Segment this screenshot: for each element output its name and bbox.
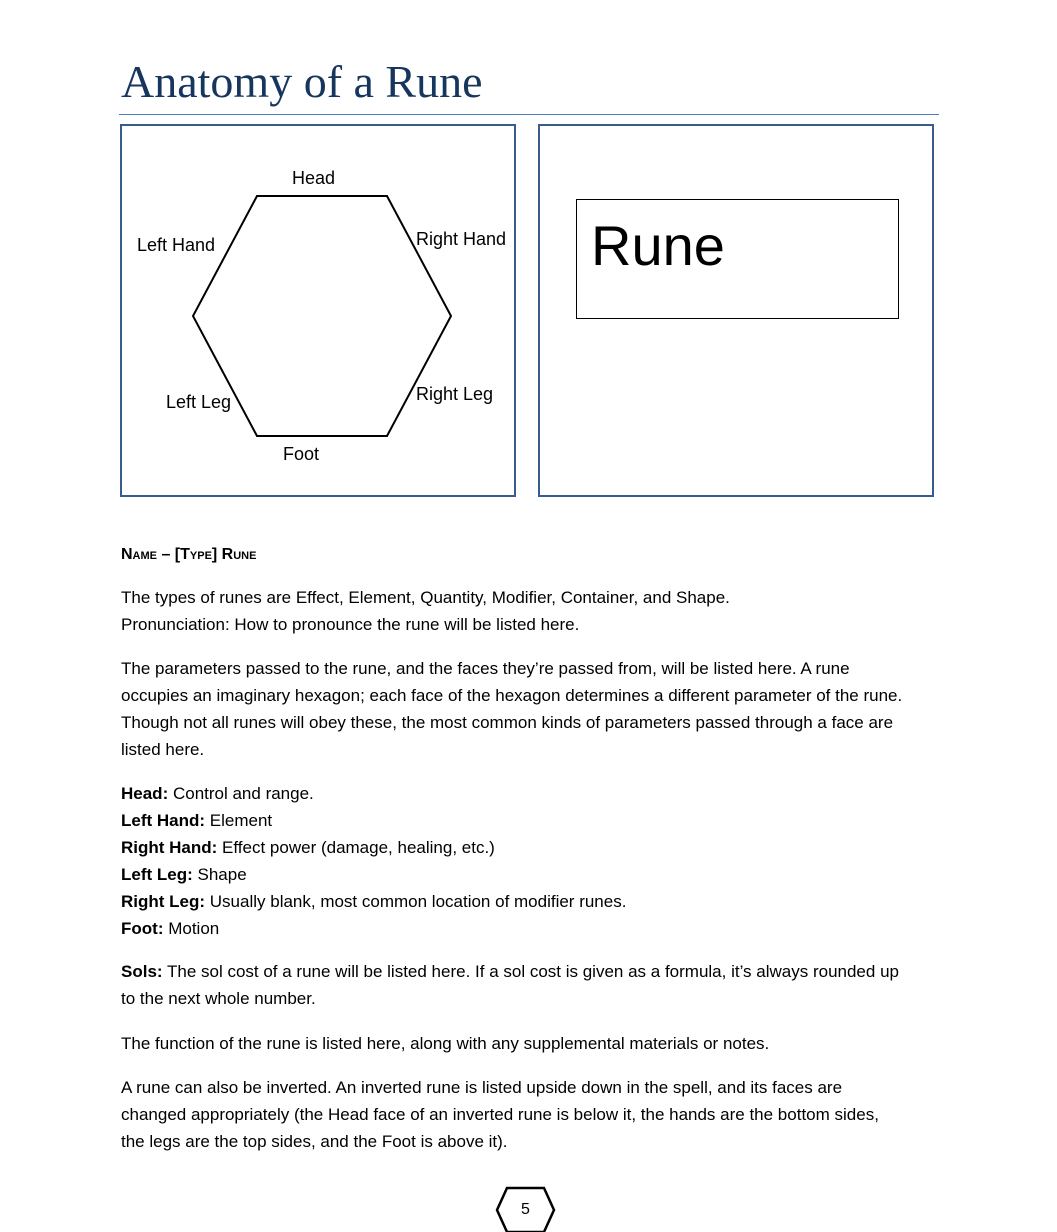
definition-text: Usually blank, most common location of modifier runes. bbox=[205, 892, 627, 911]
inverted-line: A rune can also be inverted. An inverted rune is listed upside down in the spell, and its faces are bbox=[121, 1078, 843, 1097]
face-definition-left-leg bbox=[121, 861, 941, 888]
definition-text: Element bbox=[205, 811, 273, 830]
function-line: The function of the rune is listed here, along with any supplemental materials or notes. bbox=[121, 1034, 770, 1053]
entry-heading-block bbox=[121, 540, 941, 568]
pronunciation-line: Pronunciation: How to pronounce the rune will be listed here. bbox=[121, 615, 580, 634]
definition-term: Left Hand: bbox=[121, 811, 206, 830]
rune-name-box bbox=[576, 199, 899, 319]
parameters-line: Though not all runes will obey these, the most common kinds of parameters passed through a face are bbox=[121, 713, 894, 732]
definition-text: Shape bbox=[192, 865, 247, 884]
sols-term: Sols: bbox=[121, 962, 163, 981]
function-paragraph bbox=[121, 1030, 941, 1057]
face-label-left-hand: Left Hand bbox=[137, 235, 216, 255]
parameters-paragraph bbox=[121, 655, 941, 763]
rune-label: Rune bbox=[591, 214, 725, 277]
parameters-line: occupies an imaginary hexagon; each face of the hexagon determines a different parameter of the rune. bbox=[121, 686, 903, 705]
types-paragraph bbox=[121, 584, 941, 638]
inverted-line: the legs are the top sides, and the Foot is above it). bbox=[121, 1132, 508, 1151]
face-label-right-hand: Right Hand bbox=[416, 229, 507, 249]
inverted-paragraph bbox=[121, 1074, 941, 1155]
face-definition-right-leg bbox=[121, 888, 941, 915]
page-title: Anatomy of a Rune bbox=[121, 56, 483, 107]
entry-heading: Name – [Type] Rune bbox=[121, 546, 257, 563]
definition-term: Foot: bbox=[121, 919, 164, 938]
definition-term: Right Hand: bbox=[121, 838, 218, 857]
face-definition-head bbox=[121, 780, 941, 807]
face-label-left-leg: Left Leg bbox=[166, 392, 232, 412]
sols-paragraph bbox=[121, 958, 941, 1012]
face-label-right-leg: Right Leg bbox=[416, 384, 494, 404]
page-number-badge bbox=[495, 1186, 556, 1232]
definition-text: Control and range. bbox=[168, 784, 314, 803]
parameters-line: The parameters passed to the rune, and the faces they’re passed from, will be listed here. A rune bbox=[121, 659, 850, 678]
definition-text: Effect power (damage, healing, etc.) bbox=[217, 838, 495, 857]
face-label-head: Head bbox=[292, 168, 336, 188]
inverted-line: changed appropriately (the Head face of an inverted rune is below it, the hands are the bottom sides, bbox=[121, 1105, 879, 1124]
face-definition-foot bbox=[121, 915, 941, 942]
definition-term: Right Leg: bbox=[121, 892, 206, 911]
face-definition-right-hand bbox=[121, 834, 941, 861]
sols-text: The sol cost of a rune will be listed here. If a sol cost is given as a formula, it’s always rounded up bbox=[162, 962, 899, 981]
face-definition-left-hand bbox=[121, 807, 941, 834]
definition-term: Head: bbox=[121, 784, 169, 803]
definition-text: Motion bbox=[163, 919, 220, 938]
types-line: The types of runes are Effect, Element, Quantity, Modifier, Container, and Shape. bbox=[121, 588, 730, 607]
definition-term: Left Leg: bbox=[121, 865, 193, 884]
sols-line-continued: to the next whole number. bbox=[121, 989, 316, 1008]
parameters-line: listed here. bbox=[121, 740, 205, 759]
sols-line bbox=[121, 958, 941, 985]
title-underline bbox=[119, 114, 939, 115]
face-definitions-list bbox=[121, 780, 941, 942]
page-number: 5 bbox=[521, 1201, 530, 1218]
face-label-foot: Foot bbox=[283, 444, 320, 464]
hexagon-diagram-frame bbox=[120, 124, 516, 497]
